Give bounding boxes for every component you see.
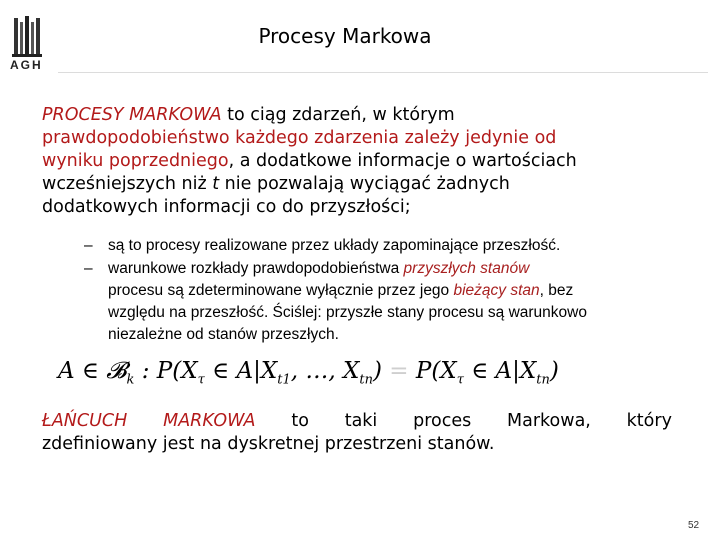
bullet-item [84,258,684,346]
logo-text: AGH [10,58,43,72]
highlight-text: wyniku poprzedniego [42,151,229,171]
bullet-text: warunkowe rozkłady prawdopodobieństwa [108,260,404,277]
chain-definition-paragraph [42,410,672,456]
word: proces [413,411,472,431]
formula-subscript: τ [456,372,464,388]
highlight-text: bieżący stan [453,282,540,299]
formula-equals: = [381,358,416,384]
title-divider [58,72,708,73]
word: to [291,411,309,431]
text: nie pozwalają wyciągać żadnych [219,174,510,194]
word: który [626,411,672,431]
bullet-text: są to procesy realizowane przez układy zapominające przeszłość. [108,237,561,254]
formula-subscript: tn [536,372,550,388]
formula-part: ∈ A|X [463,358,537,384]
formula-subscript: t1 [277,372,291,388]
text: wcześniejszych niż [42,174,213,194]
term-procesy-markowa: PROCESY MARKOWA [42,105,222,125]
formula-lhs: A ∈ 𝓑 [58,358,127,384]
page-number: 52 [688,520,700,531]
formula-subscript: tn [359,372,373,388]
term-word: ŁAŃCUCH [42,411,128,431]
formula-subscript: τ [197,372,205,388]
bullet-text: niezależne od stanów przeszłych. [108,326,339,343]
slide-title: Procesy Markowa [258,24,432,48]
bullet-list [84,234,684,346]
bullet-text: , bez [539,282,574,299]
bullet-item [84,234,684,258]
markov-formula [58,358,640,408]
dash-marker: – [84,237,93,254]
text: to ciąg zdarzeń, w którym [221,105,455,125]
formula-part: ∈ A|X [204,358,278,384]
term-word: MARKOWA [163,411,256,431]
bullet-text: procesu są zdeterminowane wyłącznie przez jego [108,282,454,299]
text: dodatkowych informacji co do przyszłości; [42,197,411,217]
variable-t: t [212,174,220,194]
formula-rhs: P(X [415,358,457,384]
highlight-text: prawdopodobieństwo każdego zdarzenia zależy jedynie od [42,128,557,148]
highlight-text: przyszłych stanów [403,260,530,277]
word: Markowa, [507,411,591,431]
formula-part: : P(X [134,358,198,384]
text: , a dodatkowe informacje o wartościach [228,151,577,171]
dash-marker: – [84,260,93,277]
word: taki [344,411,378,431]
formula-part: ) [549,358,559,384]
formula-subscript: k [126,372,135,388]
text-line: zdefiniowany jest na dyskretnej przestrzeni stanów. [42,434,495,454]
bullet-text: względu na przeszłość. Ściślej: przyszłe stany procesu są warunkowo [108,304,587,321]
justified-line [42,410,672,433]
definition-paragraph [42,104,682,219]
formula-part: ) [372,358,382,384]
formula-part: , …, X [290,358,360,384]
